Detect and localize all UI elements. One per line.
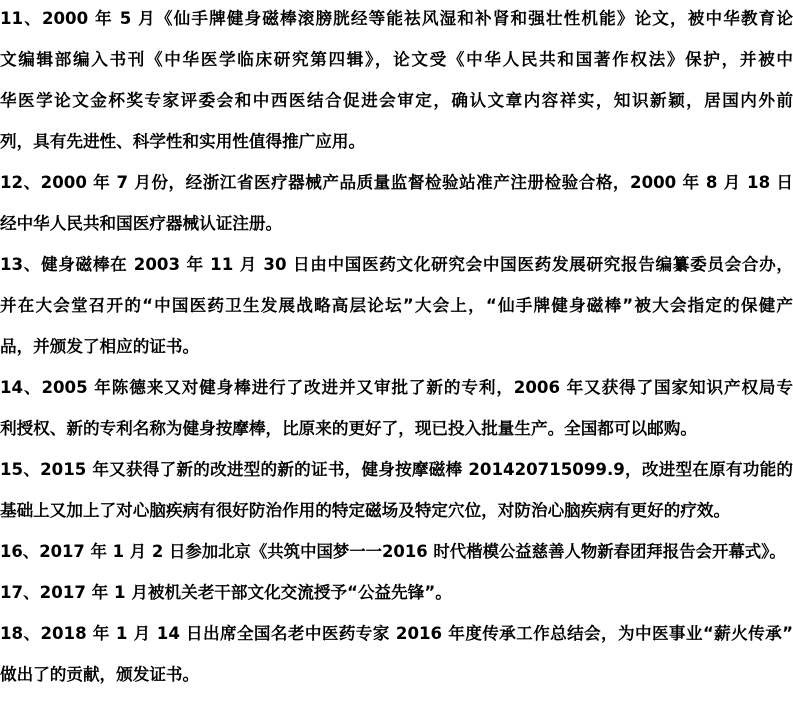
text-line: 利授权、新的专利名称为健身按摩棒，比原来的更好了，现已投入批量生产。全国都可以邮购。 xyxy=(0,419,697,438)
list-item-18 xyxy=(0,621,793,703)
text-line: 16、2017 年 1 月 2 日参加北京《共筑中国梦一一2016 时代楷模公益慈善人物新春团拜报告会开幕式》。 xyxy=(0,542,786,561)
text-line: 13、健身磁棒在 2003 年 11 月 30 日由中国医药文化研究会中国医药发展研究报告编纂委员会合办， xyxy=(0,255,793,274)
text-line: 12、2000 年 7 月份，经浙江省医疗器械产品质量监督检验站准产注册检验合格，2000 年 8 月 18 日 xyxy=(0,173,793,192)
text-line: 18、2018 年 1 月 14 日出席全国名老中医药专家 2016 年度传承工作总结会，为中医事业“薪火传承” xyxy=(0,624,793,643)
list-item-15 xyxy=(0,457,793,539)
list-item-14 xyxy=(0,375,793,457)
text-line: 经中华人民共和国医疗器械认证注册。 xyxy=(0,214,283,233)
list-item-11 xyxy=(0,6,793,170)
text-line: 华医学论文金杯奖专家评委会和中西医结合促进会审定，确认文章内容祥实，知识新颖，居国内外前 xyxy=(0,91,793,110)
text-line: 基础上又加上了对心脑疾病有很好防治作用的特定磁场及特定穴位，对防治心脑疾病有更好的疗效。 xyxy=(0,501,731,520)
list-item-17 xyxy=(0,580,793,621)
text-line: 列，具有先进性、科学性和实用性值得推广应用。 xyxy=(0,132,366,151)
text-line: 并在大会堂召开的“中国医药卫生发展战略高层论坛”大会上，“仙手牌健身磁棒”被大会指定的保健产 xyxy=(0,296,793,315)
text-line: 11、2000 年 5 月《仙手牌健身磁棒滚膀胱经等能祛风湿和补肾和强壮性机能》论文，被中华教育论 xyxy=(0,9,793,28)
text-line: 14、2005 年陈德来又对健身棒进行了改进并又审批了新的专利，2006 年又获得了国家知识产权局专 xyxy=(0,378,793,397)
text-line: 做出了的贡献，颁发证书。 xyxy=(0,665,200,684)
text-line: 品，并颁发了相应的证书。 xyxy=(0,337,200,356)
list-item-13 xyxy=(0,252,793,375)
text-line: 15、2015 年又获得了新的改进型的新的证书，健身按摩磁棒 201420715099.9，改进型在原有功能的 xyxy=(0,460,793,479)
text-line: 17、2017 年 1 月被机关老干部文化交流授予“公益先锋”。 xyxy=(0,583,452,602)
document-body xyxy=(0,6,793,703)
list-item-12 xyxy=(0,170,793,252)
text-line: 文编辑部编入书刊《中华医学临床研究第四辑》，论文受《中华人民共和国著作权法》保护，并被中 xyxy=(0,50,793,69)
list-item-16 xyxy=(0,539,793,580)
